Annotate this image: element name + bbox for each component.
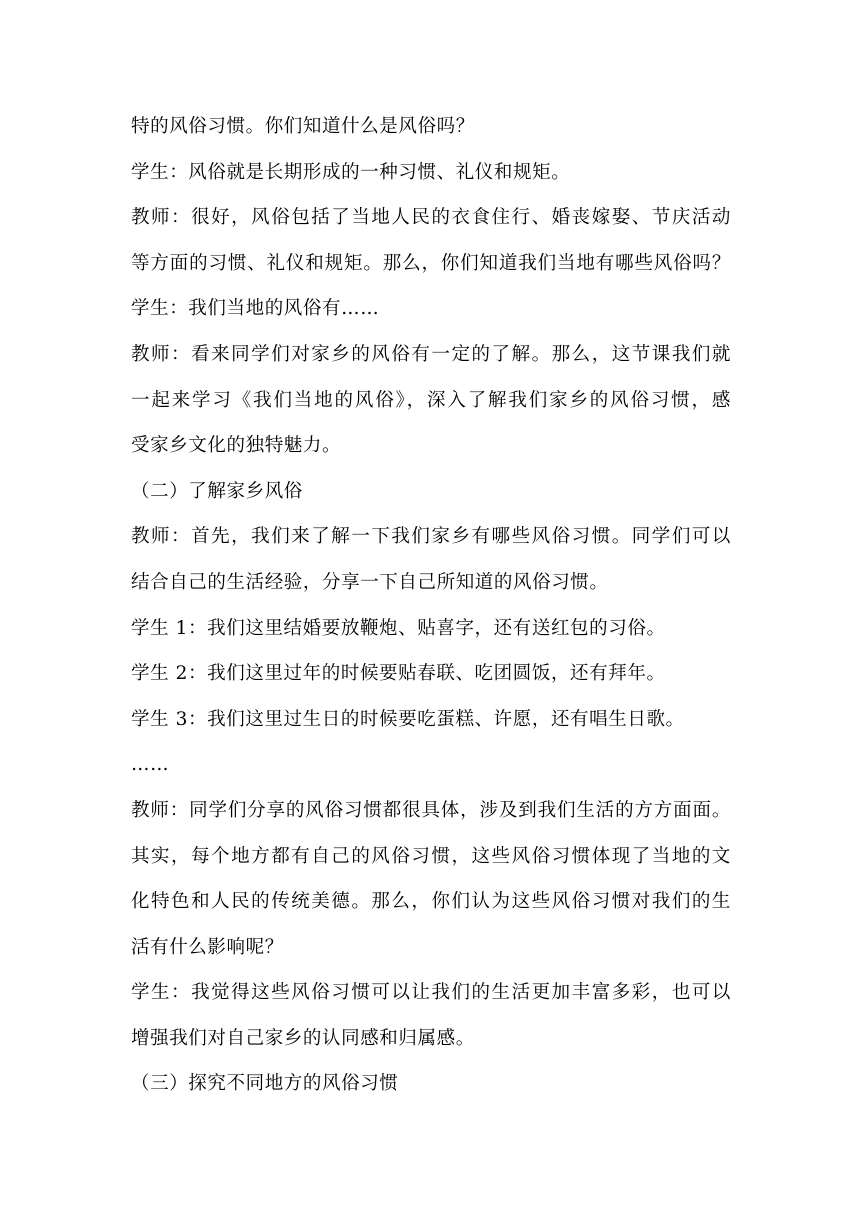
- document-body: [131, 104, 731, 1107]
- text-line: 教师：同学们分享的风俗习惯都很具体，涉及到我们生活的方方面面。: [131, 799, 731, 821]
- text-line: 学生 2：我们这里过年的时候要贴春联、吃团圆饭，还有拜年。: [131, 663, 666, 685]
- text-line: 增强我们对自己家乡的认同感和归属感。: [131, 1027, 475, 1049]
- text-line: 化特色和人民的传统美德。那么，你们认为这些风俗习惯对我们的生: [131, 891, 731, 913]
- text-line: 教师：首先，我们来了解一下我们家乡有哪些风俗习惯。同学们可以: [131, 526, 731, 548]
- text-line: 一起来学习《我们当地的风俗》，深入了解我们家乡的风俗习惯，感: [131, 389, 731, 411]
- text-line: 学生：我们当地的风俗有……: [131, 298, 380, 320]
- ellipsis-line: ……: [131, 754, 170, 776]
- text-line: 教师：很好，风俗包括了当地人民的衣食住行、婚丧嫁娶、节庆活动: [131, 207, 731, 229]
- text-line: 学生 3：我们这里过生日的时候要吃蛋糕、许愿，还有唱生日歌。: [131, 708, 685, 730]
- text-line: 活有什么影响呢？: [131, 936, 284, 958]
- text-line: 特的风俗习惯。你们知道什么是风俗吗？: [131, 116, 475, 137]
- section-heading: （三）探究不同地方的风俗习惯: [131, 1073, 399, 1095]
- text-line: 等方面的习惯、礼仪和规矩。那么，你们知道我们当地有哪些风俗吗？: [131, 252, 731, 274]
- text-line: 学生：风俗就是长期形成的一种习惯、礼仪和规矩。: [131, 161, 571, 183]
- text-line: 结合自己的生活经验，分享一下自己所知道的风俗习惯。: [131, 571, 609, 593]
- text-line: 教师：看来同学们对家乡的风俗有一定的了解。那么，这节课我们就: [131, 343, 731, 365]
- text-line: 学生：我觉得这些风俗习惯可以让我们的生活更加丰富多彩，也可以: [131, 982, 731, 1004]
- section-heading: （二）了解家乡风俗: [131, 480, 303, 502]
- text-line: 学生 1：我们这里结婚要放鞭炮、贴喜字，还有送红包的习俗。: [131, 617, 666, 639]
- text-line: 其实，每个地方都有自己的风俗习惯，这些风俗习惯体现了当地的文: [131, 845, 731, 867]
- text-line: 受家乡文化的独特魅力。: [131, 435, 342, 457]
